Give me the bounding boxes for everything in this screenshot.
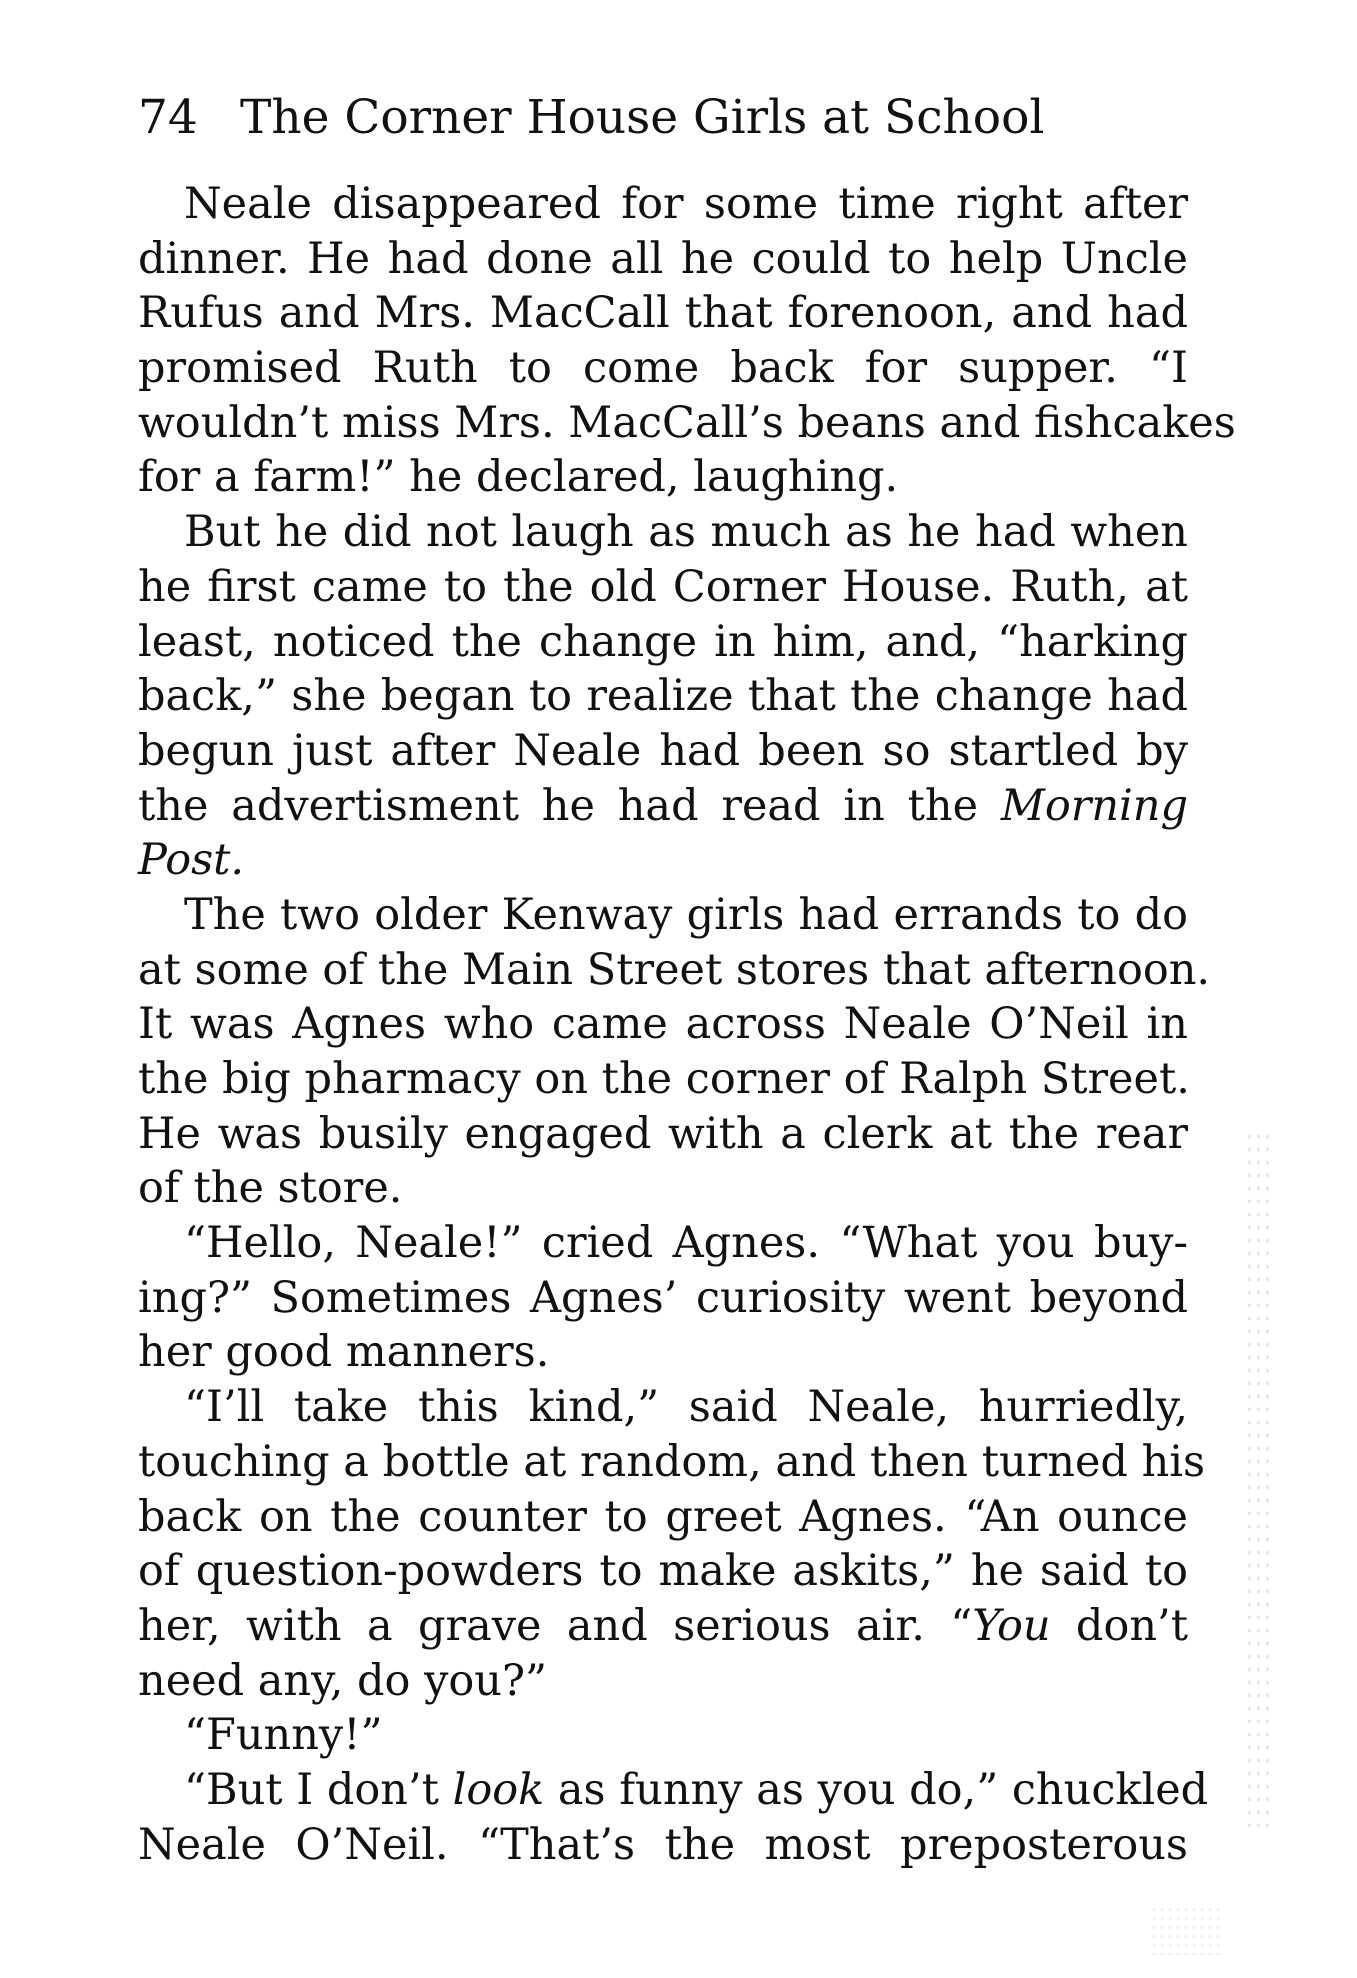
newspaper-title-italic: Morning <box>1000 780 1188 831</box>
text-line: for a farm!” he declared, laughing. <box>138 452 899 503</box>
text-line: promised Ruth to come back for supper. “I <box>138 343 1188 394</box>
paper-speckle-right <box>1245 1130 1275 1830</box>
text-line: “But I don’t look as funny as you do,” chuckled <box>184 1764 1209 1815</box>
text-line: he first came to the old Corner House. Ruth, at <box>138 561 1188 612</box>
running-title: The Corner House Girls at School <box>240 90 1045 145</box>
text-line: dinner. He had done all he could to help Uncle <box>138 233 1188 284</box>
text-line: her good manners. <box>138 1327 550 1378</box>
text-line: Rufus and Mrs. MacCall that forenoon, and had <box>138 288 1188 339</box>
text-line: Neale disappeared for some time right after <box>184 179 1188 229</box>
text-line: need any, do you?” <box>138 1655 548 1706</box>
text-line: back,” she began to realize that the change had <box>138 671 1188 722</box>
text-line: least, noticed the change in him, and, “harking <box>138 616 1188 667</box>
text-line: her, with a grave and serious air. “You don’t <box>138 1600 1188 1651</box>
text-line: ing?” Sometimes Agnes’ curiosity went beyond <box>138 1272 1188 1323</box>
text-line: “I’ll take this kind,” said Neale, hurriedly, <box>184 1382 1188 1433</box>
text-line <box>138 833 1188 888</box>
text-line: of the store. <box>138 1163 403 1214</box>
text-line: Neale O’Neil. “That’s the most preposterous <box>138 1819 1188 1870</box>
emphasis-italic: You <box>972 1600 1051 1651</box>
text-line: “Hello, Neale!” cried Agnes. “What you buy- <box>184 1218 1188 1269</box>
text-line: the big pharmacy on the corner of Ralph Street. <box>138 1054 1190 1104</box>
text-line: of question-powders to make askits,” he said to <box>138 1546 1188 1597</box>
text-line: It was Agnes who came across Neale O’Neil in <box>138 999 1188 1050</box>
text-line: wouldn’t miss Mrs. MacCall’s beans and fishcakes <box>138 397 1236 448</box>
text-line: The two older Kenway girls had errands to do <box>184 889 1188 940</box>
emphasis-italic: look <box>452 1764 545 1815</box>
text-line: at some of the Main Street stores that afternoon. <box>138 944 1211 995</box>
text-line: begun just after Neale had been so startled by <box>138 725 1188 776</box>
text-line: But he did not laugh as much as he had when <box>184 507 1188 558</box>
text-line: back on the counter to greet Agnes. “An ounce <box>138 1491 1188 1542</box>
paper-speckle-bottom <box>1150 1905 1220 1955</box>
text-line: the advertisment he had read in the Morning <box>138 780 1188 831</box>
page-body <box>138 177 1236 1872</box>
page-number: 74 <box>138 90 198 145</box>
text-line: touching a bottle at random, and then turned his <box>138 1436 1206 1487</box>
text-line: “Funny!” <box>184 1710 383 1761</box>
newspaper-title-italic: Post. <box>138 835 245 886</box>
text-line: He was busily engaged with a clerk at the rear <box>138 1108 1188 1159</box>
running-header <box>138 88 1198 148</box>
